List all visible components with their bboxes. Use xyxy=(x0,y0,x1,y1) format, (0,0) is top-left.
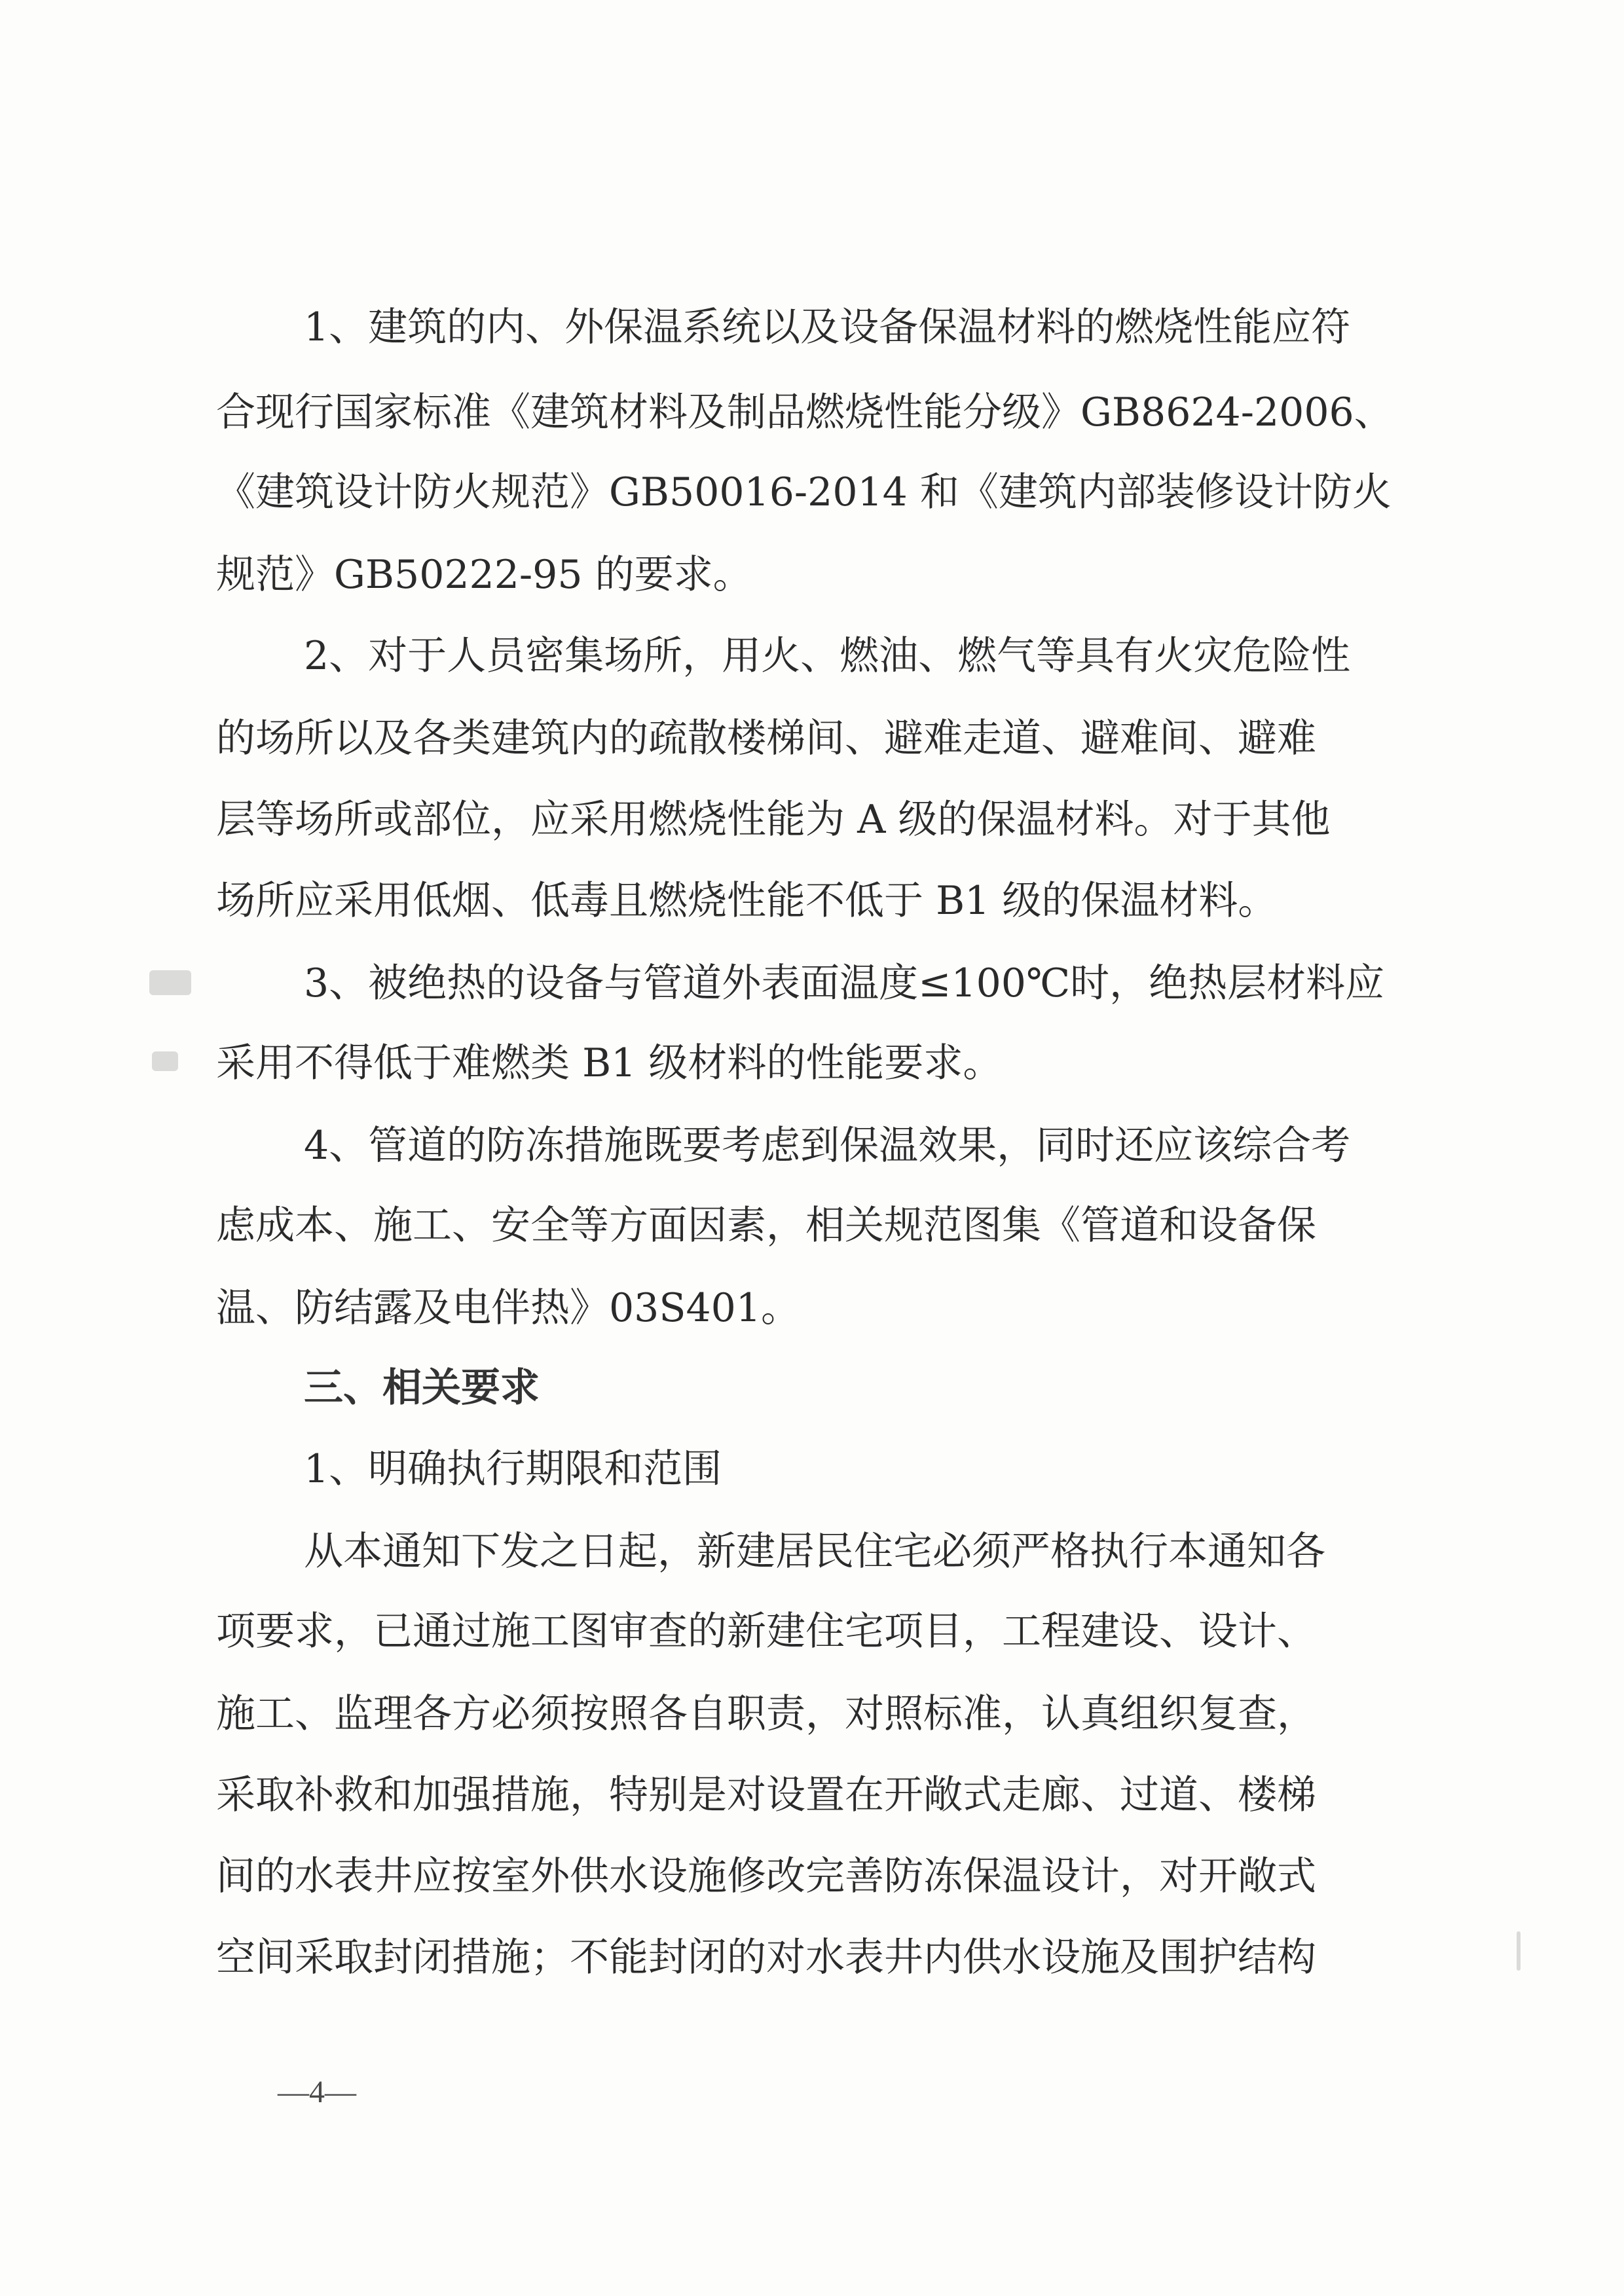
paragraph-5-line-2: 项要求，已通过施工图审查的新建住宅项目，工程建设、设计、 xyxy=(216,1609,1316,1654)
paragraph-3-line-2: 采用不得低于难燃类 B1 级材料的性能要求。 xyxy=(216,1040,1003,1086)
paragraph-2-line-3: 层等场所或部位，应采用燃烧性能为 A 级的保温材料。对于其他 xyxy=(216,797,1331,843)
paragraph-2-line-1: 2、对于人员密集场所，用火、燃油、燃气等具有火灾危险性 xyxy=(304,633,1351,679)
paragraph-5-line-3: 施工、监理各方必须按照各自职责，对照标准，认真组织复查， xyxy=(216,1691,1316,1737)
subsection-heading: 1、明确执行期限和范围 xyxy=(304,1446,722,1492)
paragraph-5-line-5: 间的水表井应按室外供水设施修改完善防冻保温设计，对开敞式 xyxy=(216,1853,1316,1899)
paragraph-5-line-6: 空间采取封闭措施；不能封闭的对水表井内供水设施及围护结构 xyxy=(216,1935,1316,1980)
paragraph-2-line-2: 的场所以及各类建筑内的疏散楼梯间、避难走道、避难间、避难 xyxy=(216,716,1316,761)
scan-smudge xyxy=(149,970,191,995)
paragraph-2-line-4: 场所应采用低烟、低毒且燃烧性能不低于 B1 级的保温材料。 xyxy=(216,878,1278,924)
paragraph-1-line-1: 1、建筑的内、外保温系统以及设备保温材料的燃烧性能应符 xyxy=(304,304,1351,350)
paragraph-5-line-1: 从本通知下发之日起，新建居民住宅必须严格执行本通知各 xyxy=(304,1529,1325,1575)
paragraph-1-line-2: 合现行国家标准《建筑材料及制品燃烧性能分级》GB8624-2006、 xyxy=(216,390,1393,435)
section-heading: 三、相关要求 xyxy=(304,1365,540,1411)
paragraph-4-line-1: 4、管道的防冻措施既要考虑到保温效果，同时还应该综合考 xyxy=(304,1123,1351,1169)
paragraph-3-line-1: 3、被绝热的设备与管道外表面温度≤100℃时，绝热层材料应 xyxy=(304,960,1385,1006)
scan-smudge xyxy=(1517,1931,1521,1971)
paragraph-5-line-4: 采取补救和加强措施，特别是对设置在开敞式走廊、过道、楼梯 xyxy=(216,1772,1316,1818)
scan-smudge xyxy=(152,1051,178,1071)
page-number: —4— xyxy=(278,2075,356,2109)
paragraph-4-line-2: 虑成本、施工、安全等方面因素，相关规范图集《管道和设备保 xyxy=(216,1203,1316,1248)
paragraph-1-line-3: 《建筑设计防火规范》GB50016-2014 和《建筑内部装修设计防火 xyxy=(216,469,1392,515)
paragraph-4-line-3: 温、防结露及电伴热》03S401。 xyxy=(216,1285,800,1331)
paragraph-1-line-4: 规范》GB50222-95 的要求。 xyxy=(216,552,752,598)
